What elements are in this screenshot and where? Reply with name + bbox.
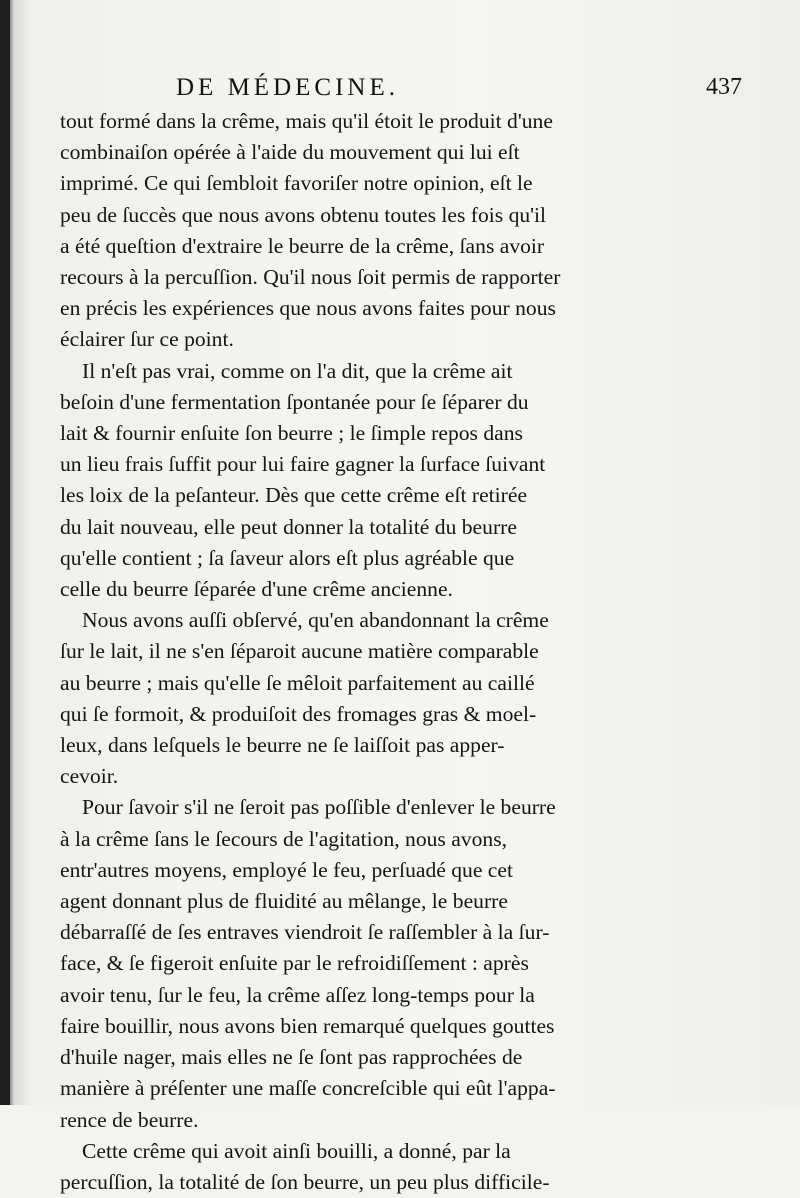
text-line: a été queſtion d'extraire le beurre de la crême, ſans avoir [60,233,545,258]
paragraph [60,1136,626,1198]
text-line: Il n'eſt pas vrai, comme on l'a dit, que la crême ait [82,358,513,383]
text-line: leux, dans leſquels le beurre ne ſe laiſſoit pas apper- [60,733,505,758]
text-line: beſoin d'une fermentation ſpontanée pour ſe ſéparer du [60,389,529,414]
text-line: agent donnant plus de fluidité au mêlange, le beurre [60,889,508,914]
text-line: à la crême ſans le ſecours de l'agitation, nous avons, [60,826,508,851]
page-number: 437 [706,74,742,100]
text-line: Nous avons auſſi obſervé, qu'en abandonnant la crême [82,608,549,633]
text-line: débarraſſé de ſes entraves viendroit ſe raſſembler à la ſur- [60,920,550,945]
text-line: un lieu frais ſuffit pour lui faire gagner la ſurface ſuivant [60,452,546,477]
paragraph [60,106,626,356]
body-text [60,106,626,1198]
text-line: tout formé dans la crême, mais qu'il étoit le produit d'une [60,109,553,133]
text-line: lait & fournir enſuite ſon beurre ; le ſimple repos dans [60,421,523,446]
text-line: qu'elle contient ; ſa ſaveur alors eſt plus agréable que [60,545,515,570]
text-line: peu de ſuccès que nous avons obtenu toutes les fois qu'il [60,202,547,227]
paragraph [60,605,626,792]
text-line: éclairer ſur ce point. [60,327,234,352]
text-line: imprimé. Ce qui ſembloit favoriſer notre opinion, eſt le [60,171,533,196]
text-line: d'huile nager, mais elles ne ſe ſont pas rapprochées de [60,1045,523,1070]
text-line: au beurre ; mais qu'elle ſe mêloit parfaitement au caillé [60,670,535,695]
text-line: recours à la percuſſion. Qu'il nous ſoit permis de rapporter [60,265,561,290]
paragraph [60,356,626,606]
text-line: ſur le lait, il ne s'en ſéparoit aucune matière comparable [60,639,539,664]
text-line: avoir tenu, ſur le feu, la crême aſſez long-temps pour la [60,982,535,1007]
text-line: qui ſe formoit, & produiſoit des fromages gras & moel- [60,701,537,726]
text-line: manière à préſenter une maſſe concreſcible qui eût l'appa- [60,1076,556,1101]
text-line: celle du beurre ſéparée d'une crême ancienne. [60,577,453,602]
running-head: DE MÉDECINE. [176,74,399,101]
paragraph [60,792,626,1135]
text-line: les loix de la peſanteur. Dès que cette crême eſt retirée [60,483,528,508]
text-line: entr'autres moyens, employé le feu, perſuadé que cet [60,857,513,882]
text-line: percuſſion, la totalité de ſon beurre, un peu plus difficile- [60,1169,550,1194]
text-line: cevoir. [60,764,119,789]
text-line: faire bouillir, nous avons bien remarqué quelques gouttes [60,1013,555,1038]
text-line: rence de beurre. [60,1107,199,1132]
text-line: Cette crême qui avoit ainſi bouilli, a donné, par la [82,1138,511,1163]
text-line: face, & ſe figeroit enſuite par le refroidiſſement : après [60,951,529,976]
text-line: en précis les expériences que nous avons faites pour nous [60,296,556,321]
text-line: du lait nouveau, elle peut donner la totalité du beurre [60,514,517,539]
text-line: Pour ſavoir s'il ne ſeroit pas poſſible d'enlever le beurre [82,795,556,820]
text-line: combinaiſon opérée à l'aide du mouvement qui lui eſt [60,140,520,165]
binding-shadow [0,0,10,1105]
